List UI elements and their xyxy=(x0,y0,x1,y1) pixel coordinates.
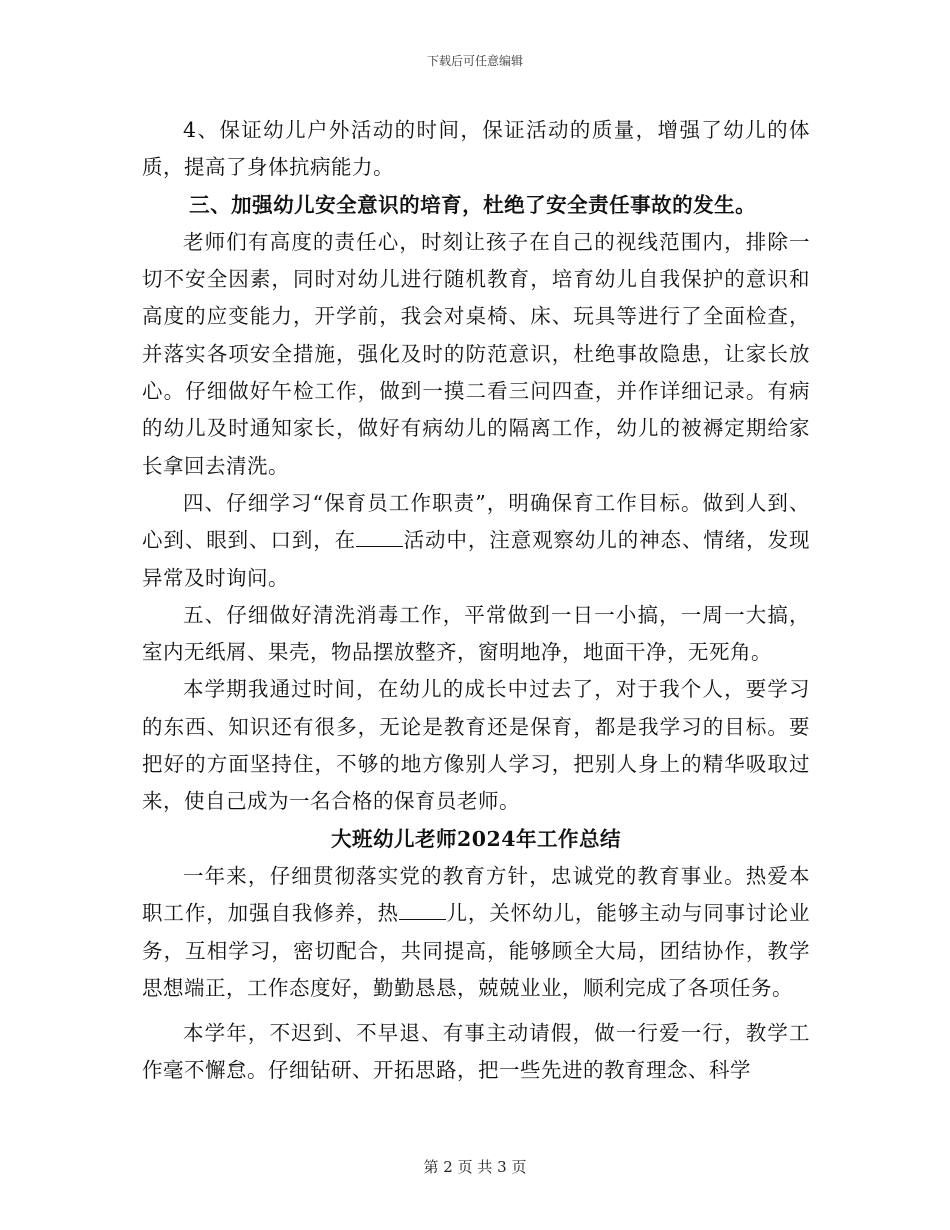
paragraph-year-summary xyxy=(142,858,810,1007)
paragraph-year-summary-end: 儿，关怀幼儿，能够主动与同事讨论业务，互相学习，密切配合，共同提高，能够顾全大局，团结协作，教学思想端正，工作态度好，勤勤恳恳，兢兢业业，顺利完成了各项任务。 xyxy=(142,901,811,1000)
paragraph-year-summary-start: 一年来，仔细贯彻落实党的教育方针，忠诚党的教育事业。热爱本职工作，加强自我修养，热 xyxy=(142,863,810,926)
paragraph-semester-reflection: 本学期我通过时间，在幼儿的成长中过去了，对于我个人，要学习的东西、知识还有很多，无论是教育还是保育，都是我学习的目标。要把好的方面坚持住，不够的地方像别人学习，把别人身上的精华吸取过来，使自己成为一名合格的保育员老师。 xyxy=(142,677,810,814)
fill-in-blank xyxy=(356,529,403,547)
paragraph-study-duties-start: 四、仔细学习“保育员工作职责”，明确保育工作目标。做到人到、心到、眼到、口到，在 xyxy=(142,490,810,553)
paragraph-attendance: 本学年，不迟到、不早退、有事主动请假，做一行爱一行，教学工作毫不懈怠。仔细钻研、开拓思路，把一些先进的教育理念、科学 xyxy=(142,1021,810,1083)
section-heading-safety: 三、加强幼儿安全意识的培育，杜绝了安全责任事故的发生。 xyxy=(189,192,757,217)
paragraph-study-duties xyxy=(142,485,810,597)
paragraph-disinfection: 五、仔细做好清洗消毒工作，平常做到一日一小搞，一周一大搞，室内无纸屑、果壳，物品摆放整齐，窗明地净，地面干净，无死角。 xyxy=(142,602,810,665)
page-footer: 第 2 页 共 3 页 xyxy=(423,1158,527,1176)
paragraph-outdoor-activity: 4、保证幼儿户外活动的时间，保证活动的质量，增强了幼儿的体质，提高了身体抗病能力。 xyxy=(142,118,810,180)
fill-in-blank xyxy=(399,902,446,920)
page-header: 下载后可任意编辑 xyxy=(426,54,523,68)
document-title: 大班幼儿老师2024年工作总结 xyxy=(330,826,622,851)
paragraph-study-duties-end: 活动中，注意观察幼儿的神态、情绪，发现异常及时询问。 xyxy=(142,528,811,590)
paragraph-safety-details: 老师们有高度的责任心，时刻让孩子在自己的视线范围内，排除一切不安全因素，同时对幼儿进行随机教育，培育幼儿自我保护的意识和高度的应变能力，开学前，我会对桌椅、床、玩具等进行了全面检查，并落实各项安全措施，强化及时的防范意识，杜绝事故隐患，让家长放心。仔细做好午检工作，做到一摸二看三问四查，并作详细记录。有病的幼儿及时通知家长，做好有病幼儿的隔离工作，幼儿的被褥定期给家长拿回去清洗。 xyxy=(142,229,810,478)
document-body xyxy=(142,112,810,1090)
